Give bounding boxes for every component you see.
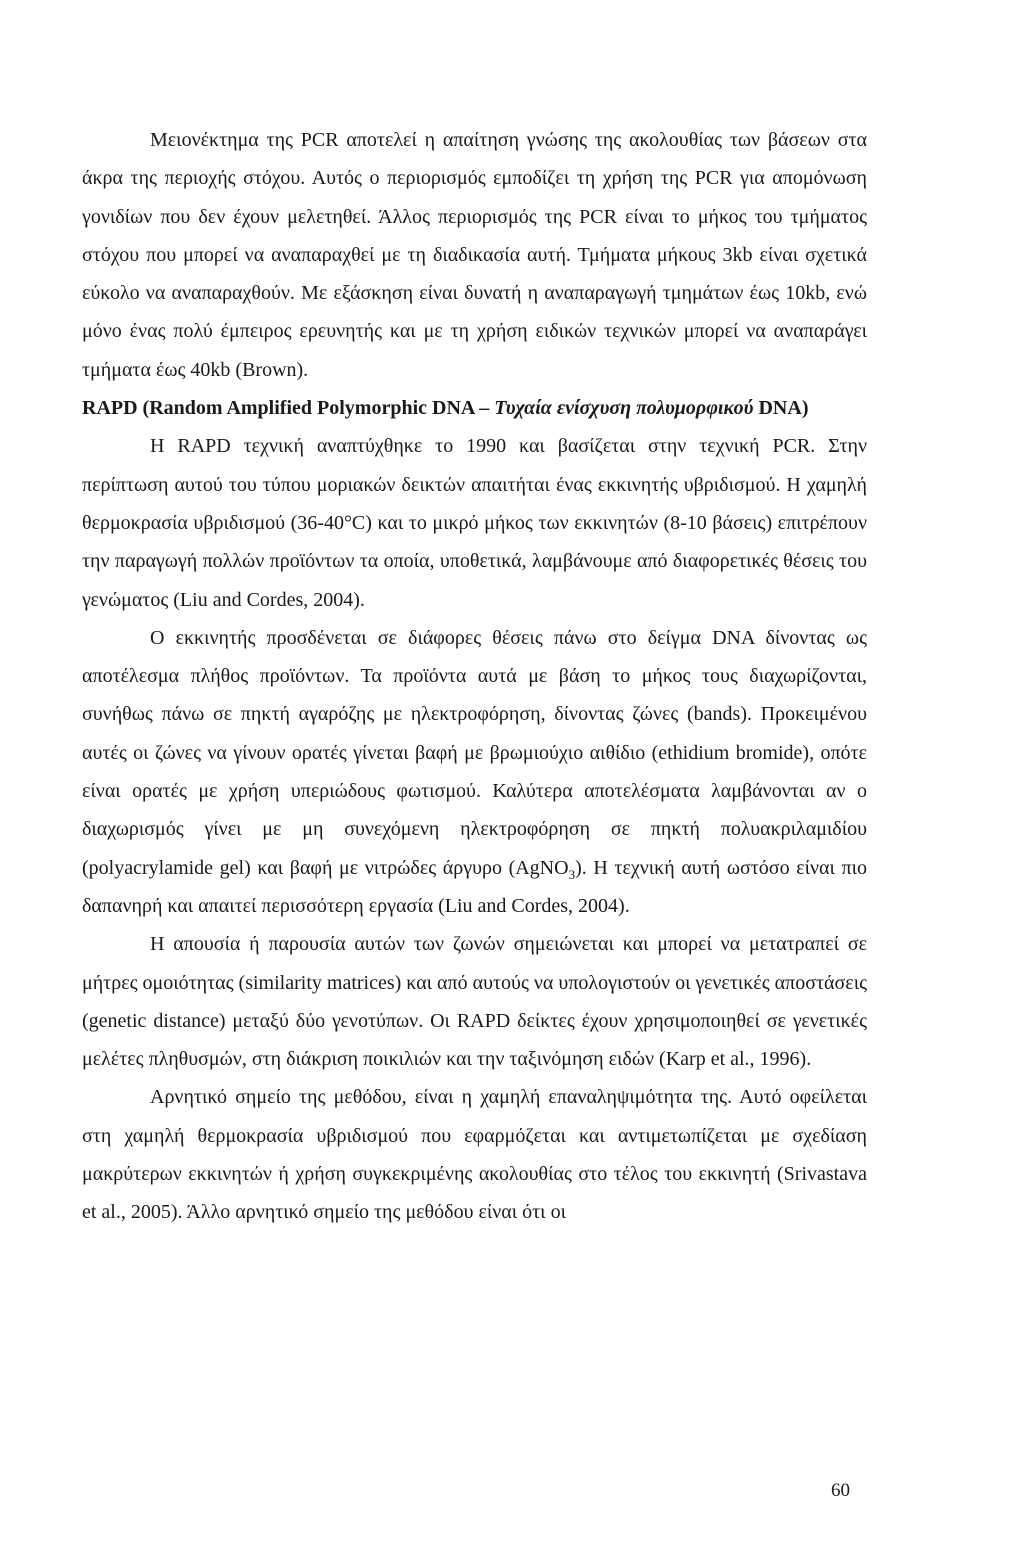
paragraph-rapd-bands xyxy=(82,619,867,925)
heading-greek: Τυχαία ενίσχυση πολυμορφικού xyxy=(494,397,754,420)
paragraph-rapd-bands-text-end: ). Η τεχνική αυτή ωστόσο είναι πιο δαπανηρή και απαιτεί περισσότερη εργασία (Liu and Cordes, 2004). xyxy=(82,856,867,917)
paragraph-rapd-intro: Η RAPD τεχνική αναπτύχθηκε το 1990 και βασίζεται στην τεχνική PCR. Στην περίπτωση αυτού του τύπου μοριακών δεικτών απαιτήται ένας εκκινητής υβριδισμού. Η χαμηλή θερμοκρασία υβριδισμού (36-40°C) και το μικρό μήκος των εκκινητών (8-10 βάσεις) επιτρέπουν την παραγωγή πολλών προϊόντων τα οποία, υποθετικά, λαμβάνουμε από διαφορετικές θέσεις του γενώματος (Liu and Cordes, 2004). xyxy=(82,435,867,611)
subscript-3: 3 xyxy=(568,866,576,882)
paragraph-pcr-limitations: Μειονέκτημα της PCR αποτελεί η απαίτηση γνώσης της ακολουθίας των βάσεων στα άκρα της περιοχής στόχου. Αυτός ο περιορισμός εμποδίζει τη χρήση της PCR για απομόνωση γονιδίων που δεν έχουν μελετηθεί. Άλλος περιορισμός της PCR είναι το μήκος του τμήματος στόχου που μπορεί να αναπαραχθεί με τη διαδικασία αυτή. Τμήματα μήκους 3kb είναι σχετικά εύκολο να αναπαραχθούν. Με εξάσκηση είναι δυνατή η αναπαραγωγή τμημάτων έως 10kb, ενώ μόνο ένας πολύ έμπειρος ερευνητής και με τη χρήση ειδικών τεχνικών μπορεί να αναπαράγει τμήματα έως 40kb (Brown). xyxy=(82,129,867,381)
heading-suffix: DNA) xyxy=(753,397,809,420)
paragraph-rapd-drawbacks: Αρνητικό σημείο της μεθόδου, είναι η χαμηλή επαναληψιμότητα της. Αυτό οφείλεται στη χαμηλή θερμοκρασία υβριδισμού που εφαρμόζεται και αντιμετωπίζεται με σχεδίαση μακρύτερων εκκινητών ή χρήση συγκεκριμένης ακολουθίας στο τέλος του εκκινητή (Srivastava et al., 2005). Άλλο αρνητικό σημείο της μεθόδου είναι ότι οι xyxy=(82,1086,867,1224)
document-body xyxy=(82,121,867,1232)
paragraph-rapd-matrices: Η απουσία ή παρουσία αυτών των ζωνών σημειώνεται και μπορεί να μετατραπεί σε μήτρες ομοιότητας (similarity matrices) και από αυτούς να υπολογιστούν οι γενετικές αποστάσεις (genetic distance) μεταξύ δύο γενοτύπων. Οι RAPD δείκτες έχουν χρησιμοποιηθεί σε γενετικές μελέτες πληθυσμών, στη διάκριση ποικιλιών και την ταξινόμηση ειδών (Karp et al., 1996). xyxy=(82,933,867,1071)
section-heading-rapd xyxy=(82,389,867,427)
heading-prefix: RAPD (Random Amplified Polymorphic DNA – xyxy=(82,397,495,420)
paragraph-rapd-bands-text: Ο εκκινητής προσδένεται σε διάφορες θέσεις πάνω στο δείγμα DNA δίνοντας ως αποτέλεσμα πλήθος προϊόντων. Τα προϊόντα αυτά με βάση το μήκος τους διαχωρίζονται, συνήθως πάνω σε πηκτή αγαρόζης με ηλεκτροφόρηση, δίνοντας ζώνες (bands). Προκειμένου αυτές οι ζώνες να γίνουν ορατές γίνεται βαφή με βρωμιούχιο αιθίδιο (ethidium bromide), οπότε είναι ορατές με χρήση υπεριώδους φωτισμού. Καλύτερα αποτελέσματα λαμβάνονται αν ο διαχωρισμός γίνει με μη συνεχόμενη ηλεκτροφόρηση σε πηκτή πολυακριλαμιδίου (polyacrylamide gel) και βαφή με νιτρώδες άργυρο (AgNO xyxy=(82,626,867,879)
page-number: 60 xyxy=(831,1480,850,1501)
